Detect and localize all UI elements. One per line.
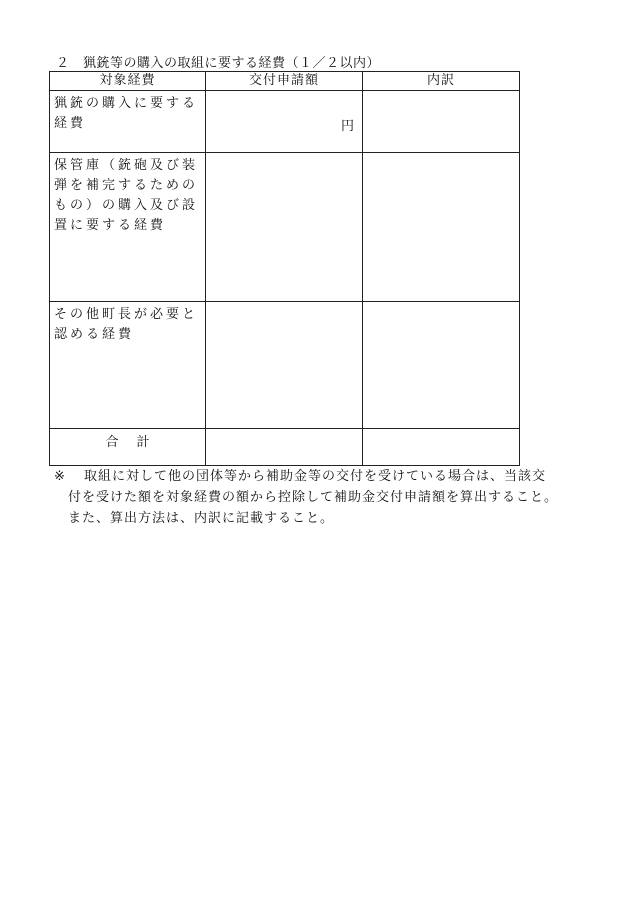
- expense-item-cell: 保管庫（銃砲及び装弾を補完するためのもの）の購入及び設置に要する経費: [50, 153, 206, 302]
- expense-table: [49, 71, 520, 466]
- footnote: [54, 466, 614, 529]
- note-line: 取組に対して他の団体等から補助金等の交付を受けている場合は、当該交: [84, 469, 547, 484]
- table-header-row: [50, 72, 520, 91]
- yen-unit-label: 円: [340, 119, 354, 134]
- amount-cell[interactable]: [206, 153, 363, 302]
- table-row: [50, 302, 520, 429]
- breakdown-cell[interactable]: [363, 91, 520, 153]
- total-label: 合計: [105, 435, 168, 450]
- table-row: [50, 91, 520, 153]
- header-target-expense: 対象経費: [50, 72, 206, 91]
- table-row: [50, 153, 520, 302]
- header-application-amount: 交付申請額: [206, 72, 363, 91]
- expense-item-cell: その他町長が必要と認める経費: [50, 302, 206, 429]
- amount-cell[interactable]: [206, 91, 363, 153]
- header-breakdown: 内訳: [363, 72, 520, 91]
- total-label-cell: [50, 429, 206, 466]
- note-mark: ※: [54, 469, 65, 484]
- note-line: 付を受けた額を対象経費の額から控除して補助金交付申請額を算出すること。: [68, 490, 559, 505]
- total-amount-cell[interactable]: [206, 429, 363, 466]
- section-heading: ２ 猟銃等の購入の取組に要する経費（１／２以内）: [56, 56, 381, 71]
- expense-item-cell: 猟銃の購入に要する経費: [50, 91, 206, 153]
- breakdown-cell[interactable]: [363, 302, 520, 429]
- amount-cell[interactable]: [206, 302, 363, 429]
- breakdown-cell[interactable]: [363, 153, 520, 302]
- note-line: また、算出方法は、内訳に記載すること。: [68, 511, 335, 526]
- total-breakdown-cell[interactable]: [363, 429, 520, 466]
- total-row: [50, 429, 520, 466]
